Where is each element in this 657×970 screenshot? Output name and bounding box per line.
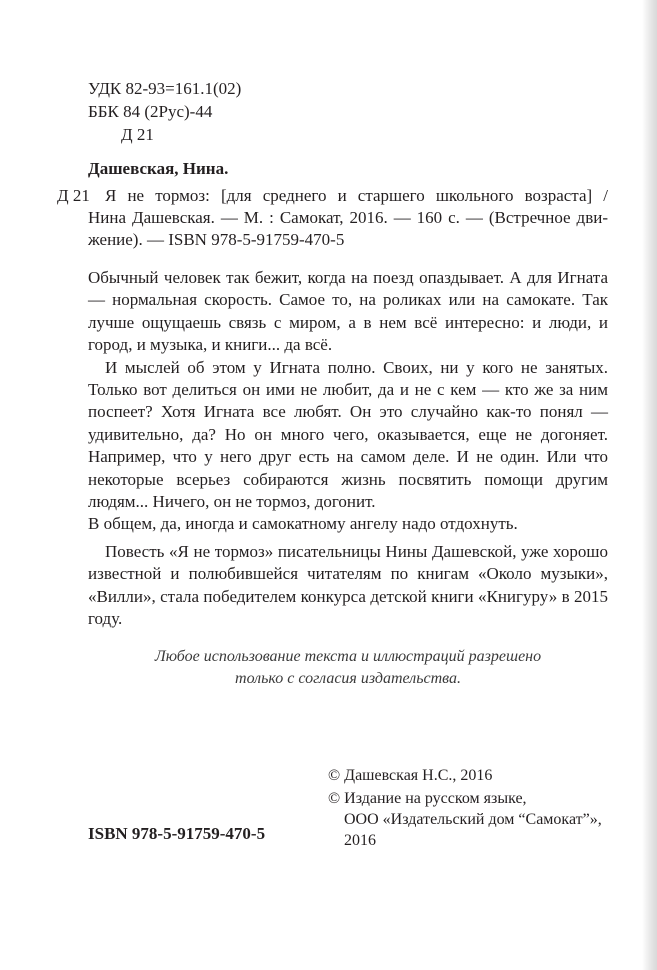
author-heading: Дашевская, Нина. — [88, 159, 229, 178]
bbk-code: ББК 84 (2Рус)-44 — [88, 102, 213, 121]
record-code: Д 21 — [57, 186, 90, 205]
copyright-publisher: ООО «Издательский дом “Самокат”», — [344, 811, 602, 828]
copyright-year: 2016 — [344, 832, 376, 849]
copyright-block — [328, 765, 628, 851]
annotation-block-1 — [88, 267, 608, 536]
description-line: жение). — ISBN 978-5-91759-470-5 — [88, 230, 345, 249]
annotation-paragraph: Обычный человек так бежит, когда на поезд опаздывает. А для Игната — нормальная скорость. Самое то, на роликах или на самокате. Так лучше ощущаешь связь с миром, а в нем всё интересно: и люди, и город, и музыка, и книги... да всё. — [88, 268, 608, 355]
udk-code: УДК 82-93=161.1(02) — [88, 79, 242, 98]
copyright-author: © Дашевская Н.С., 2016 — [328, 767, 493, 784]
description-line: Нина Дашевская. — М. : Самокат, 2016. — 160 с. — (Встречное дви- — [88, 208, 608, 227]
description-line: Я не тормоз: [для среднего и старшего школьного возраста] / — [105, 186, 608, 205]
usage-notice — [88, 646, 608, 689]
author-mark: Д 21 — [121, 125, 154, 144]
annotation-paragraph: В общем, да, иногда и самокатному ангелу надо отдохнуть. — [88, 514, 518, 534]
usage-notice-line: Любое использование текста и иллюстраций разрешено — [154, 648, 542, 665]
page-edge-shadow — [642, 0, 657, 970]
copyright-edition: © Издание на русском языке, — [328, 790, 527, 807]
usage-notice-line: только с согласия издательства. — [235, 669, 461, 687]
annotation-paragraph: Повесть «Я не тормоз» писательницы Нины Дашевской, уже хорошо известной и полюбившейся читателям по книгам «Около музыки», «Вилли», стала победителем конкурса детской книги «Книгуру» в 2015 году. — [88, 542, 608, 629]
annotation-block-2 — [88, 541, 608, 631]
isbn: ISBN 978-5-91759-470-5 — [88, 824, 266, 843]
annotation-paragraph: И мыслей об этом у Игната полно. Своих, ни у кого не занятых. Только вот делиться он ими не любит, да и не с кем — кто же за ним поспеет? Хотя Игната все любят. Он это случайно как-то понял — удивительно, да? Но он много чего, оказывается, еще не догоняет. Например, что у него друг есть на самом деле. И не один. Или что некоторые всерьез собираются жизнь посвятить помощи другим людям... Ничего, он не тормоз, догонит. — [88, 357, 608, 512]
bibliographic-description — [88, 185, 608, 251]
